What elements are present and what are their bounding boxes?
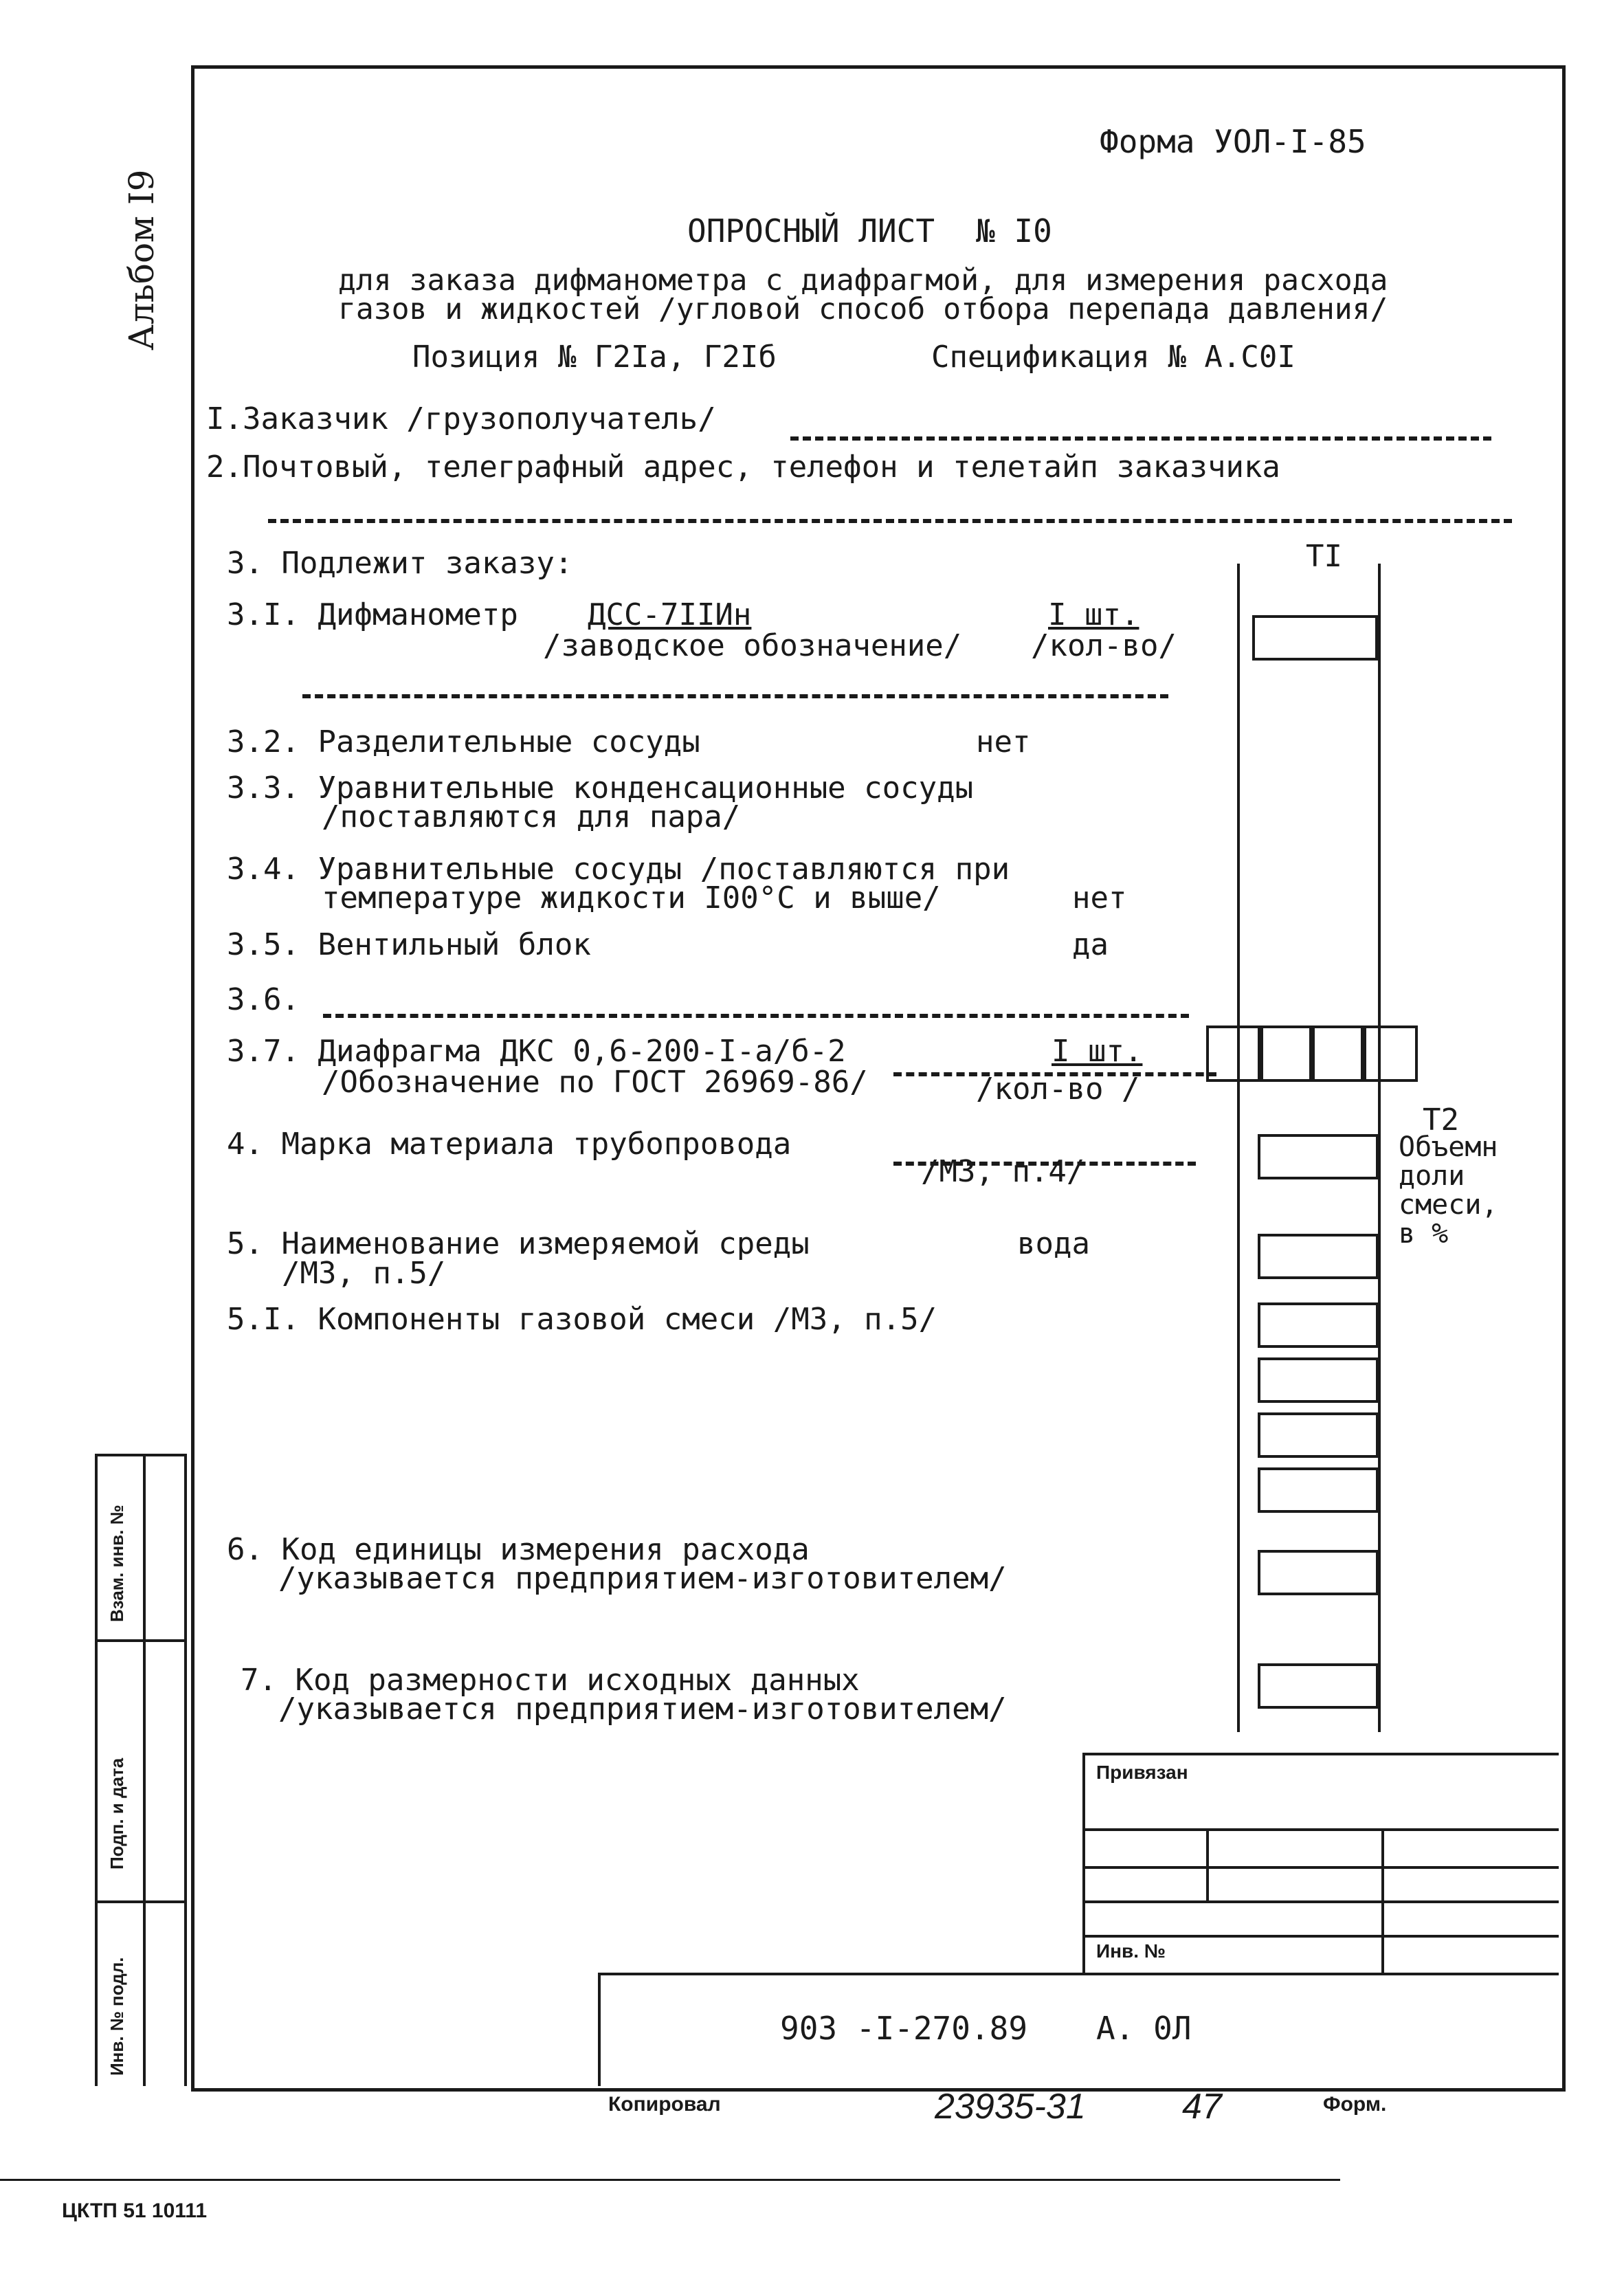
stamp-row-2: [1082, 1866, 1559, 1869]
document-sheet: А. 0Л: [1096, 2010, 1192, 2047]
title-block-left-line: [598, 1973, 601, 2086]
item-3-1-value: ДСС-7IIИн: [588, 597, 752, 632]
item-3-7-qty: I шт.: [1052, 1034, 1143, 1069]
item-2-fill-line: [268, 519, 1512, 523]
t1-grid-cell-2: [1258, 1025, 1315, 1082]
item-3-4-line-2: температуре жидкости I00°С и выше/: [322, 880, 941, 916]
footer-page: 47: [1182, 2087, 1222, 2127]
item-1-fill-line: [790, 436, 1491, 441]
t1-grid-cell-1: [1206, 1025, 1263, 1082]
side-stamp-right-line: [184, 1454, 187, 2086]
item-3-1-label: 3.I. Дифманометр: [227, 597, 518, 632]
item-3-2-label: 3.2. Разделительные сосуды: [227, 724, 700, 759]
footer-format: Форм.: [1323, 2093, 1387, 2116]
item-3-1-sub-qty: /кол-во/: [1031, 628, 1177, 663]
t2-note-line-3: смеси,: [1399, 1189, 1498, 1221]
stamp-inv: Инв. №: [1096, 1940, 1166, 1962]
title-line-1: для заказа дифманометра с диафрагмой, для измерения расхода: [338, 263, 1388, 298]
side-stamp-podp: Подп. и дата: [107, 1758, 127, 1870]
item-5-1-label: 5.I. Компоненты газовой смеси /МЗ, п.5/: [227, 1302, 937, 1337]
item-3-6-fill-line: [323, 1014, 1189, 1018]
t2-field-box-3: [1258, 1302, 1379, 1348]
t2-field-box-8: [1258, 1663, 1379, 1709]
t2-field-box-7: [1258, 1550, 1379, 1595]
item-4-value: /МЗ, п.4/: [921, 1154, 1085, 1189]
t1-grid-cell-3: [1309, 1025, 1366, 1082]
t2-field-box-1: [1258, 1134, 1379, 1179]
item-3-3-line-2: /поставляются для пара/: [322, 799, 741, 834]
stamp-top-line: [1082, 1753, 1559, 1755]
item-3-5-label: 3.5. Вентильный блок: [227, 927, 591, 962]
item-5-line-2: /МЗ, п.5/: [282, 1256, 446, 1291]
item-3-4-value: нет: [1072, 880, 1127, 916]
t2-note-line-4: в %: [1399, 1218, 1449, 1250]
column-t2-label: T2: [1423, 1102, 1459, 1138]
stamp-row-1: [1082, 1828, 1559, 1831]
item-7-line-2: /указывается предприятием-изготовителем/: [278, 1692, 1007, 1727]
side-stamp-top: [95, 1454, 184, 1456]
t2-field-box-4: [1258, 1357, 1379, 1403]
side-stamp-vzam: Взам. инв. №: [107, 1505, 127, 1622]
document-code: 903 -I-270.89: [780, 2010, 1028, 2047]
stamp-row-4: [1082, 1935, 1559, 1938]
position-label: Позиция № Г2Iа, Г2Iб: [412, 340, 777, 375]
item-3-2-value: нет: [976, 724, 1031, 759]
stamp-left-line: [1082, 1753, 1085, 1973]
form-label: Форма УОЛ-I-85: [1100, 123, 1366, 160]
item-6-line-2: /указывается предприятием-изготовителем/: [278, 1561, 1007, 1596]
item-3-3-line-1: 3.3. Уравнительные конденсационные сосуды: [227, 770, 974, 806]
item-3-1-qty: I шт.: [1048, 597, 1139, 632]
item-3-1-fill-line: [302, 694, 1168, 698]
item-3-7-label: 3.7. Диафрагма ДКС 0,6-200-I-а/б-2: [227, 1034, 846, 1069]
item-3-1-sub: /заводское обозначение/: [543, 628, 962, 663]
footer-print-code: ЦКТП 51 10111: [62, 2199, 208, 2222]
item-2-address: 2.Почтовый, телеграфный адрес, телефон и телетайп заказчика: [206, 450, 1280, 485]
form-number: № I0: [976, 212, 1052, 250]
specification-label: Спецификация № А.С0I: [931, 340, 1295, 375]
form-heading: ОПРОСНЫЙ ЛИСТ: [687, 212, 935, 250]
stamp-privyazan: Привязан: [1096, 1762, 1188, 1783]
footer-copy-number: 23935-31: [935, 2087, 1086, 2127]
item-3-5-value: да: [1072, 927, 1109, 962]
footer-kopiroval: Копировал: [608, 2093, 721, 2116]
item-4-label: 4. Марка материала трубопровода: [227, 1127, 792, 1162]
t2-field-box-2: [1258, 1234, 1379, 1279]
title-line-2: газов и жидкостей /угловой способ отбора перепада давления/: [338, 292, 1388, 326]
item-1-customer: I.Заказчик /грузополучатель/: [206, 401, 716, 436]
stamp-col-1: [1206, 1828, 1209, 1900]
side-stamp-div-1: [95, 1639, 184, 1642]
item-6-line-1: 6. Код единицы измерения расхода: [227, 1532, 810, 1567]
t2-note-line-2: доли: [1399, 1160, 1465, 1192]
side-stamp-inner-line: [143, 1454, 146, 2086]
column-t1-label: TI: [1306, 539, 1342, 574]
title-block-top-line: [598, 1973, 1559, 1975]
item-3-order: 3. Подлежит заказу:: [227, 546, 573, 581]
item-3-4-line-1: 3.4. Уравнительные сосуды /поставляются при: [227, 852, 1010, 887]
column-left-border: [1237, 564, 1240, 1732]
t2-note-line-1: Объемн: [1399, 1131, 1498, 1163]
t1-grid-cell-4: [1361, 1025, 1418, 1082]
side-stamp-div-2: [95, 1900, 184, 1903]
item-3-6-label: 3.6.: [227, 982, 300, 1017]
item-3-7-fill-line: [893, 1072, 1216, 1076]
item-7-line-1: 7. Код размерности исходных данных: [241, 1663, 860, 1698]
footer-rule: [0, 2179, 1340, 2181]
side-stamp-inv-podl: Инв. № подл.: [107, 1957, 127, 2076]
t2-field-box-6: [1258, 1467, 1379, 1513]
stamp-row-3: [1082, 1900, 1559, 1903]
stamp-col-2: [1381, 1828, 1384, 1973]
item-5-value: вода: [1017, 1226, 1090, 1261]
t2-field-box-5: [1258, 1412, 1379, 1458]
item-3-7-sub-qty: /кол-во /: [976, 1072, 1140, 1107]
item-4-fill-line: [893, 1162, 1196, 1166]
t1-field-box: [1252, 615, 1378, 661]
item-3-7-sub: /Обозначение по ГОСТ 26969-86/: [322, 1065, 868, 1100]
album-label: Альбом I9: [122, 169, 162, 351]
side-stamp-left-line: [95, 1454, 98, 2086]
item-5-line-1: 5. Наименование измеряемой среды: [227, 1226, 810, 1261]
